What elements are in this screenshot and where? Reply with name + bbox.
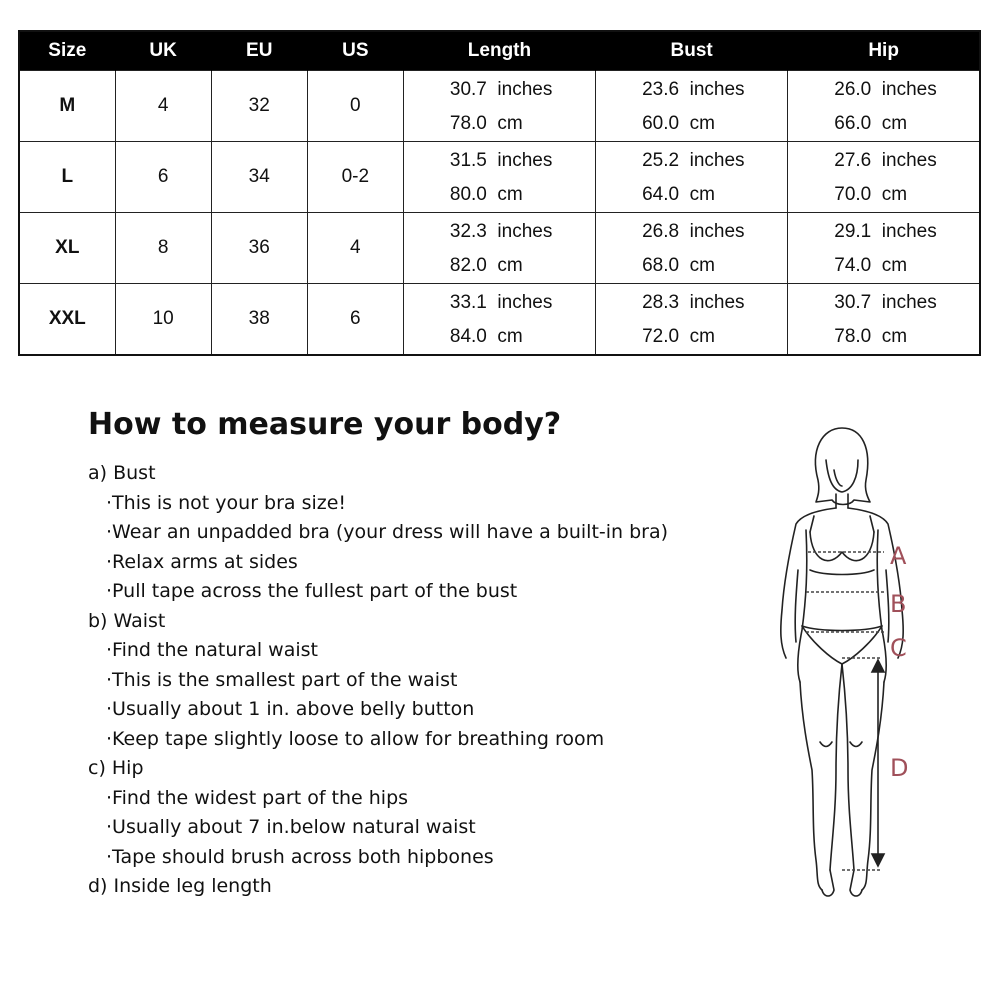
guide-title: How to measure your body? bbox=[88, 407, 562, 442]
bust-inches: 26.8 inches bbox=[642, 221, 745, 242]
guide-tip: ·Usually about 1 in. above belly button bbox=[106, 698, 475, 720]
hip-cm: 74.0 cm bbox=[834, 255, 908, 276]
us-cell: 0 bbox=[307, 71, 403, 142]
length-inches: 32.3 inches bbox=[449, 221, 553, 242]
header-us: US bbox=[307, 31, 403, 71]
table-row bbox=[19, 142, 980, 213]
header-eu: EU bbox=[211, 31, 307, 71]
length-cm: 82.0 cm bbox=[449, 255, 523, 276]
hip-cell bbox=[788, 284, 980, 356]
size-cell: XXL bbox=[19, 284, 115, 356]
us-cell: 6 bbox=[307, 284, 403, 356]
size-cell: M bbox=[19, 71, 115, 142]
eu-cell: 34 bbox=[211, 142, 307, 213]
hip-cell bbox=[788, 142, 980, 213]
us-cell: 0-2 bbox=[307, 142, 403, 213]
bust-inches: 23.6 inches bbox=[642, 79, 745, 100]
guide-tip: ·Keep tape slightly loose to allow for breathing room bbox=[106, 727, 605, 750]
table-row bbox=[19, 284, 980, 356]
eu-cell: 32 bbox=[211, 71, 307, 142]
bust-cm: 72.0 cm bbox=[642, 326, 715, 347]
uk-cell: 6 bbox=[115, 142, 211, 213]
guide-tip: ·Usually about 7 in.below natural waist bbox=[106, 816, 476, 838]
hip-inches: 27.6 inches bbox=[834, 150, 937, 171]
guide-section: b) Waist bbox=[88, 609, 166, 632]
length-cm: 80.0 cm bbox=[449, 184, 523, 205]
guide-tip: ·Tape should brush across both hipbones bbox=[106, 845, 494, 868]
guide-tip: ·Relax arms at sides bbox=[106, 550, 298, 573]
length-cell bbox=[403, 142, 595, 213]
bust-cm: 64.0 cm bbox=[642, 184, 715, 205]
guide-tip: ·Wear an unpadded bra (your dress will have a built-in bra) bbox=[106, 521, 669, 543]
bust-cell bbox=[596, 213, 788, 284]
hip-cell bbox=[788, 71, 980, 142]
header-length: Length bbox=[403, 31, 595, 71]
bust-cell bbox=[596, 71, 788, 142]
hip-inches: 30.7 inches bbox=[834, 292, 937, 313]
length-inches: 33.1 inches bbox=[449, 292, 553, 313]
hip-inches: 29.1 inches bbox=[834, 221, 937, 242]
hip-inches: 26.0 inches bbox=[834, 79, 937, 100]
uk-cell: 10 bbox=[115, 284, 211, 356]
size-cell: L bbox=[19, 142, 115, 213]
header-uk: UK bbox=[115, 31, 211, 71]
uk-cell: 4 bbox=[115, 71, 211, 142]
table-row bbox=[19, 213, 980, 284]
table-header-row bbox=[19, 31, 980, 71]
guide-section: a) Bust bbox=[88, 462, 156, 484]
length-cell bbox=[403, 213, 595, 284]
length-cm: 78.0 cm bbox=[449, 113, 523, 134]
bust-inches: 25.2 inches bbox=[642, 150, 745, 171]
size-chart-table bbox=[18, 30, 981, 356]
guide-tip: ·Pull tape across the fullest part of the bust bbox=[106, 580, 518, 602]
label-b: B bbox=[890, 590, 907, 618]
label-a: A bbox=[890, 542, 907, 570]
guide-section: d) Inside leg length bbox=[88, 875, 272, 897]
eu-cell: 36 bbox=[211, 213, 307, 284]
header-bust: Bust bbox=[596, 31, 788, 71]
length-cm: 84.0 cm bbox=[449, 326, 523, 347]
body-measurement-figure bbox=[750, 420, 990, 910]
bust-cell bbox=[596, 142, 788, 213]
hip-cm: 70.0 cm bbox=[834, 184, 908, 205]
guide-tip: ·Find the natural waist bbox=[106, 639, 318, 661]
bust-cm: 68.0 cm bbox=[642, 255, 715, 276]
header-hip: Hip bbox=[788, 31, 980, 71]
bust-cell bbox=[596, 284, 788, 356]
hip-cell bbox=[788, 213, 980, 284]
length-cell bbox=[403, 284, 595, 356]
guide-tip: ·This is not your bra size! bbox=[106, 491, 347, 514]
label-d: D bbox=[890, 754, 909, 782]
uk-cell: 8 bbox=[115, 213, 211, 284]
guide-tip: ·Find the widest part of the hips bbox=[106, 786, 409, 809]
length-inches: 31.5 inches bbox=[449, 150, 553, 171]
us-cell: 4 bbox=[307, 213, 403, 284]
length-inches: 30.7 inches bbox=[449, 79, 553, 100]
table-row bbox=[19, 71, 980, 142]
guide-tip: ·This is the smallest part of the waist bbox=[106, 668, 458, 691]
guide-section: c) Hip bbox=[88, 757, 144, 779]
header-size: Size bbox=[19, 31, 115, 71]
bust-cm: 60.0 cm bbox=[642, 113, 715, 134]
bust-inches: 28.3 inches bbox=[642, 292, 745, 313]
eu-cell: 38 bbox=[211, 284, 307, 356]
measure-guide-list bbox=[88, 459, 748, 902]
hip-cm: 78.0 cm bbox=[834, 326, 908, 347]
label-c: C bbox=[890, 634, 907, 662]
size-cell: XL bbox=[19, 213, 115, 284]
length-cell bbox=[403, 71, 595, 142]
hip-cm: 66.0 cm bbox=[834, 113, 908, 134]
female-figure-illustration bbox=[750, 420, 990, 910]
